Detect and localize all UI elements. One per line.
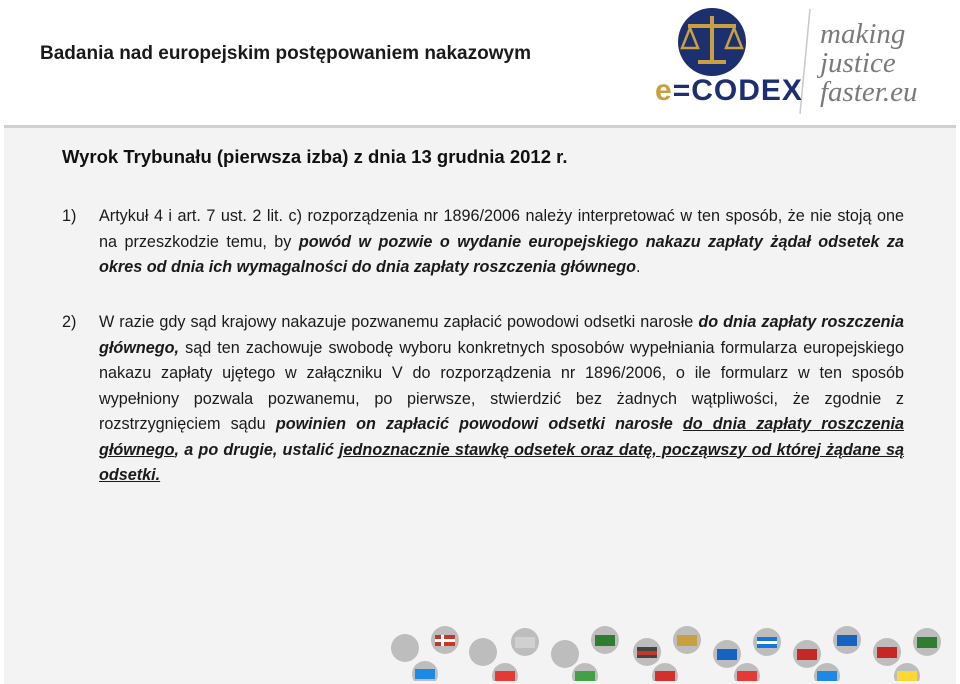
list-item-text: W razie gdy sąd krajowy nakazuje pozwanemu zapłacić powodowi odsetki narosłe do dnia zapłaty roszczenia głównego, sąd ten zachowuje swobodę wyboru konkretnych sposobów wypełniania formularza europejskiego nakazu zapłaty ujętego w załączniku V do rozporządzenia nr 1896/2006, o ile formularz w ten sposób wypełniony pozwala pozwanemu, po pierwsze, stwierdzić bez żadnych wątpliwości, że zgodnie z rozstrzygnięciem sądu powinien on zapłacić powodowi odsetki narosłe do dnia zapłaty roszczenia głównego, a po drugie, ustalić jednoznacznie stawkę odsetek oraz datę, począwszy od której żądane są odsetki.	[99, 313, 904, 484]
tagline-line-1: making	[820, 18, 906, 50]
eu-flag-pins-decoration	[375, 618, 960, 681]
page-header	[0, 0, 960, 125]
list-item-2	[62, 310, 904, 520]
tagline-line-3: faster.eu	[820, 76, 918, 108]
tagline-line-2: justice	[820, 47, 896, 79]
document-panel	[4, 125, 956, 684]
list-item-number: 2)	[62, 313, 77, 331]
tagline	[820, 20, 917, 107]
header-title: Badania nad europejskim postępowaniem nakazowym	[40, 43, 531, 64]
list-item-text: Artykuł 4 i art. 7 ust. 2 lit. c) rozporządzenia nr 1896/2006 należy interpretować w ten sposób, że nie stoją one na przeszkodzie temu, by powód w pozwie o wydanie europejskiego nakazu zapłaty żądał odsetek za okres od dnia ich wymagalności do dnia zapłaty roszczenia głównego.	[99, 207, 904, 276]
list-item-1	[62, 204, 904, 304]
list-item-number: 1)	[62, 207, 77, 225]
document-title: Wyrok Trybunału (pierwsza izba) z dnia 13 grudnia 2012 r.	[62, 146, 568, 167]
ecodex-wordmark: e=CODEX	[655, 74, 803, 107]
